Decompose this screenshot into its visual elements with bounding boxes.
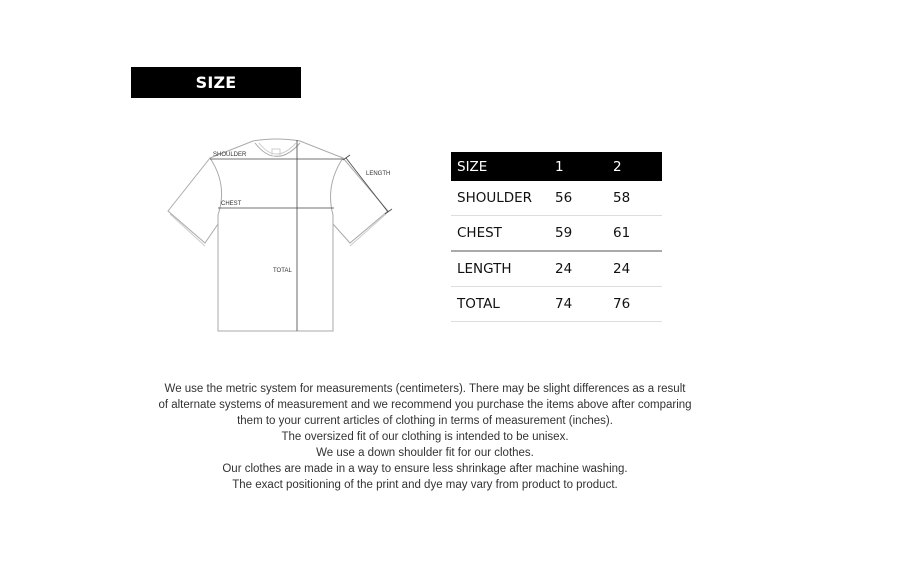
table-header: SIZE 1 2 xyxy=(451,152,662,181)
note-line: Our clothes are made in a way to ensure less shrinkage after machine washing. xyxy=(222,463,628,475)
note-line: of alternate systems of measurement and we recommend you purchase the items above after comparing xyxy=(158,399,692,411)
note-line: The exact positioning of the print and dye may vary from product to product. xyxy=(232,479,618,491)
table-row: CHEST 59 61 xyxy=(451,216,662,252)
shirt-body-outline xyxy=(210,139,343,331)
section-title: SIZE INFORMATION xyxy=(131,67,301,98)
table-row: TOTAL 74 76 xyxy=(451,287,662,322)
note-line: The oversized fit of our clothing is intended to be unisex. xyxy=(281,431,569,443)
table-row: LENGTH 24 24 xyxy=(451,251,662,287)
size-notes xyxy=(100,381,750,493)
note-line: them to your current articles of clothing in terms of measurement (inches). xyxy=(237,415,613,427)
label-shoulder: SHOULDER xyxy=(213,152,247,158)
note-line: We use a down shoulder fit for our clothes. xyxy=(316,447,534,459)
note-line: We use the metric system for measurements (centimeters). There may be slight differences as a result xyxy=(164,383,686,395)
label-total: TOTAL xyxy=(273,268,292,274)
table-row: SHOULDER 56 58 xyxy=(451,181,662,216)
size-table xyxy=(451,152,662,322)
length-line xyxy=(346,158,391,212)
label-chest: CHEST xyxy=(221,201,242,207)
label-length: LENGTH xyxy=(366,171,391,177)
